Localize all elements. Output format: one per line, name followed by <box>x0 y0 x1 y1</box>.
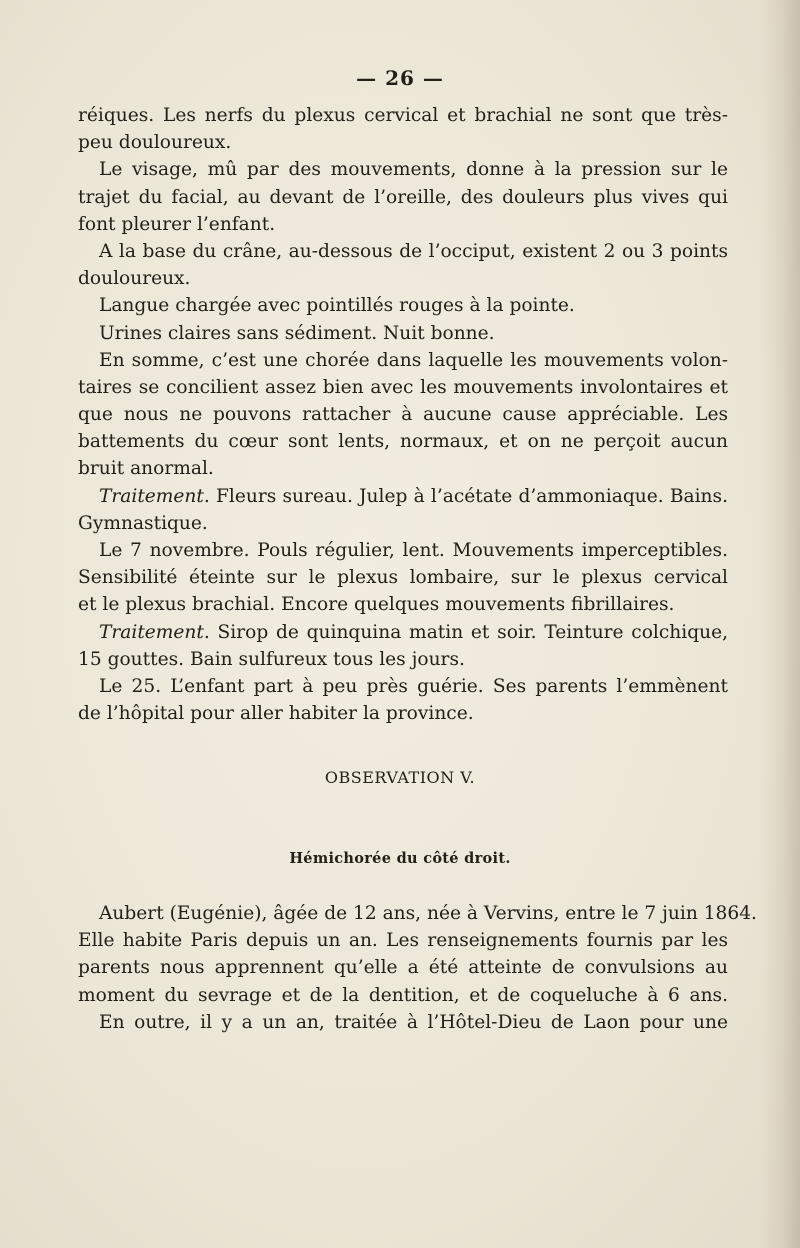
text-line <box>78 619 728 646</box>
page-edge-shadow <box>760 0 800 1248</box>
text-line: douloureux. <box>78 268 191 290</box>
text-line: que nous ne pouvons rattacher à aucune cause appréciable. Les <box>78 404 728 426</box>
traitement-text: Fleurs sureau. Julep à l’acétate d’ammoniaque. Bains. <box>209 485 728 507</box>
text-line: et le plexus brachial. Encore quelques mouvements fibrillaires. <box>78 594 675 616</box>
text-line: battements du cœur sont lents, normaux, et on ne perçoit aucun <box>78 431 728 453</box>
text-line: Elle habite Paris depuis un an. Les renseignements fournis par les <box>78 930 728 952</box>
text-line: Langue chargée avec pointillés rouges à la pointe. <box>99 295 575 317</box>
text-line: trajet du facial, au devant de l’oreille, des douleurs plus vives qui <box>78 186 728 208</box>
traitement-label: Traitement. <box>99 485 210 507</box>
text-line <box>78 483 728 510</box>
observation-title: OBSERVATION V. <box>324 768 476 787</box>
text-line: Gymnastique. <box>78 512 208 534</box>
observation-subtitle: Hémichorée du côté droit. <box>289 850 511 867</box>
text-line: Sensibilité éteinte sur le plexus lombaire, sur le plexus cervical <box>78 567 728 589</box>
text-line: 15 gouttes. Bain sulfureux tous les jours. <box>78 648 465 670</box>
text-line: réiques. Les nerfs du plexus cervical et brachial ne sont que très- <box>78 105 728 126</box>
text-line: peu douloureux. <box>78 132 232 154</box>
text-line: moment du sevrage et de la dentition, et de coqueluche à 6 ans. <box>78 984 728 1006</box>
text-line: de l’hôpital pour aller habiter la province. <box>78 703 474 725</box>
text-line: Aubert (Eugénie), âgée de 12 ans, née à Vervins, entre le 7 juin 1864. <box>99 903 757 924</box>
text-line: font pleurer l’enfant. <box>78 213 276 235</box>
text-line: Le visage, mû par des mouvements, donne à la pression sur le <box>99 159 728 181</box>
text-line: Urines claires sans sédiment. Nuit bonne. <box>99 322 495 344</box>
text-line: En outre, il y a un an, traitée à l’Hôtel-Dieu de Laon pour une <box>99 1011 728 1033</box>
page-number: — 26 — <box>356 66 444 90</box>
text-line: En somme, c’est une chorée dans laquelle les mouvements volon- <box>99 349 728 371</box>
text-line: taires se concilient assez bien avec les mouvements involontaires et <box>78 376 728 398</box>
traitement-text: Sirop de quinquina matin et soir. Teinture colchique, <box>209 621 728 643</box>
text-line: Le 7 novembre. Pouls régulier, lent. Mouvements imperceptibles. <box>99 540 728 561</box>
section-1-text <box>78 102 728 727</box>
text-line: parents nous apprennent qu’elle a été atteinte de convulsions au <box>78 957 728 979</box>
text-line: Le 25. L’enfant part à peu près guérie. Ses parents l’emmènent <box>99 675 728 697</box>
traitement-label: Traitement. <box>99 621 210 643</box>
text-line: bruit anormal. <box>78 458 214 480</box>
text-line: A la base du crâne, au-dessous de l’occiput, existent 2 ou 3 points <box>99 240 728 262</box>
section-2-text <box>78 900 757 1036</box>
